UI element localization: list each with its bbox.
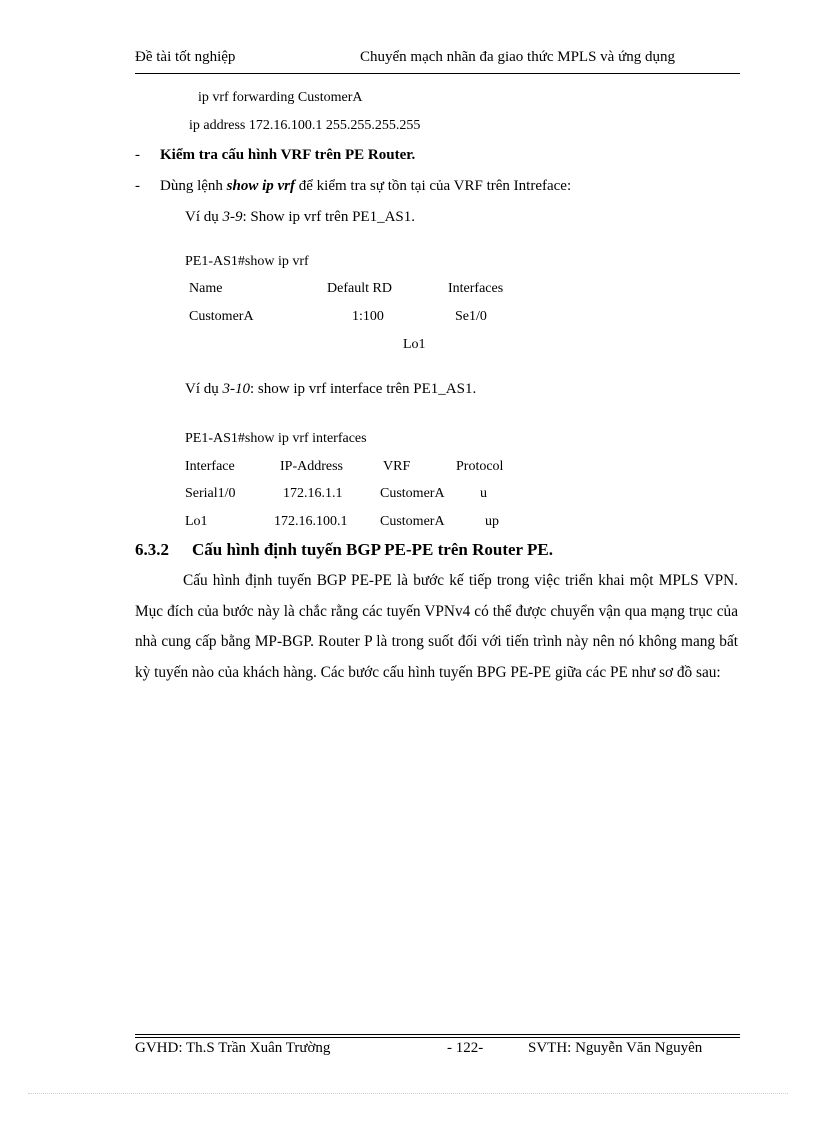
header-right: Chuyển mạch nhãn đa giao thức MPLS và ứng dụng [360,49,675,65]
example-2-number: 3-10 [222,381,250,397]
config-line-1: ip vrf forwarding CustomerA [198,90,363,105]
footer-advisor: GVHD: Th.S Trần Xuân Trường [135,1040,331,1056]
example-2-prompt: PE1-AS1#show ip vrf interfaces [185,431,367,446]
example-1-caption [185,209,415,226]
iface-row-2-interface: Lo1 [185,514,208,529]
bullet-dash-2: - [135,178,140,194]
iface-row-2-vrf: CustomerA [380,514,445,529]
iface-header-vrf: VRF [383,459,411,474]
vrf-header-rd: Default RD [327,281,392,296]
iface-header-ip: IP-Address [280,459,343,474]
body-paragraph [135,566,738,688]
footer-student: SVTH: Nguyễn Văn Nguyên [528,1040,703,1056]
bullet-dash-1: - [135,147,140,163]
example-1-post: : Show ip vrf trên PE1_AS1. [242,209,415,225]
config-line-2: ip address 172.16.100.1 255.255.255.255 [189,118,421,133]
footer-rule-top [135,1034,740,1035]
section-title: Cấu hình định tuyến BGP PE-PE trên Router PE. [192,540,553,559]
vrf-row-extra-interface: Lo1 [403,337,426,352]
iface-row-2-protocol: up [485,514,499,529]
iface-row-1-interface: Serial1/0 [185,486,236,501]
iface-header-protocol: Protocol [456,459,504,474]
iface-row-2-ip: 172.16.100.1 [274,514,348,529]
example-2-post: : show ip vrf interface trên PE1_AS1. [250,381,477,397]
bullet-2-post: để kiểm tra sự tồn tại của VRF trên Intreface: [295,178,572,194]
vrf-header-name: Name [189,281,223,296]
bullet-2-text [160,178,571,195]
footer-page-number: - 122- [447,1040,484,1056]
header-rule [135,73,740,74]
vrf-row-name: CustomerA [189,309,254,324]
footer-rule-bottom [135,1037,740,1038]
vrf-header-interfaces: Interfaces [448,281,504,296]
paragraph-text: Cấu hình định tuyến BGP PE-PE là bước kế tiếp trong việc triển khai một MPLS VPN. Mục đích của bước này là chắc rằng các tuyến VPNv4 có thể được chuyển vận qua mạng trục của nhà cung cấp bằng MP-BGP. Router P là trong suốt đối với tiến trình này nên nó không mang bất kỳ tuyến nào của khách hàng. Các bước cấu hình tuyến BPG PE-PE giữa các PE như sơ đồ sau: [135,572,738,681]
vrf-row-interface: Se1/0 [455,309,487,324]
example-1-pre: Ví dụ [185,209,223,225]
page-edge-dotted-line [28,1093,788,1094]
bullet-1-text: Kiểm tra cấu hình VRF trên PE Router. [160,147,416,163]
example-2-caption [185,381,476,398]
iface-header-interface: Interface [185,459,235,474]
section-number: 6.3.2 [135,540,169,559]
iface-row-1-protocol: u [480,486,487,501]
vrf-row-rd: 1:100 [352,309,384,324]
example-2-pre: Ví dụ [185,381,223,397]
iface-row-1-ip: 172.16.1.1 [283,486,343,501]
bullet-2-pre: Dùng lệnh [160,178,227,194]
example-1-prompt: PE1-AS1#show ip vrf [185,254,309,269]
example-1-number: 3-9 [222,209,243,225]
bullet-2-command: show ip vrf [226,178,296,194]
header-left: Đề tài tốt nghiệp [135,49,236,65]
iface-row-1-vrf: CustomerA [380,486,445,501]
